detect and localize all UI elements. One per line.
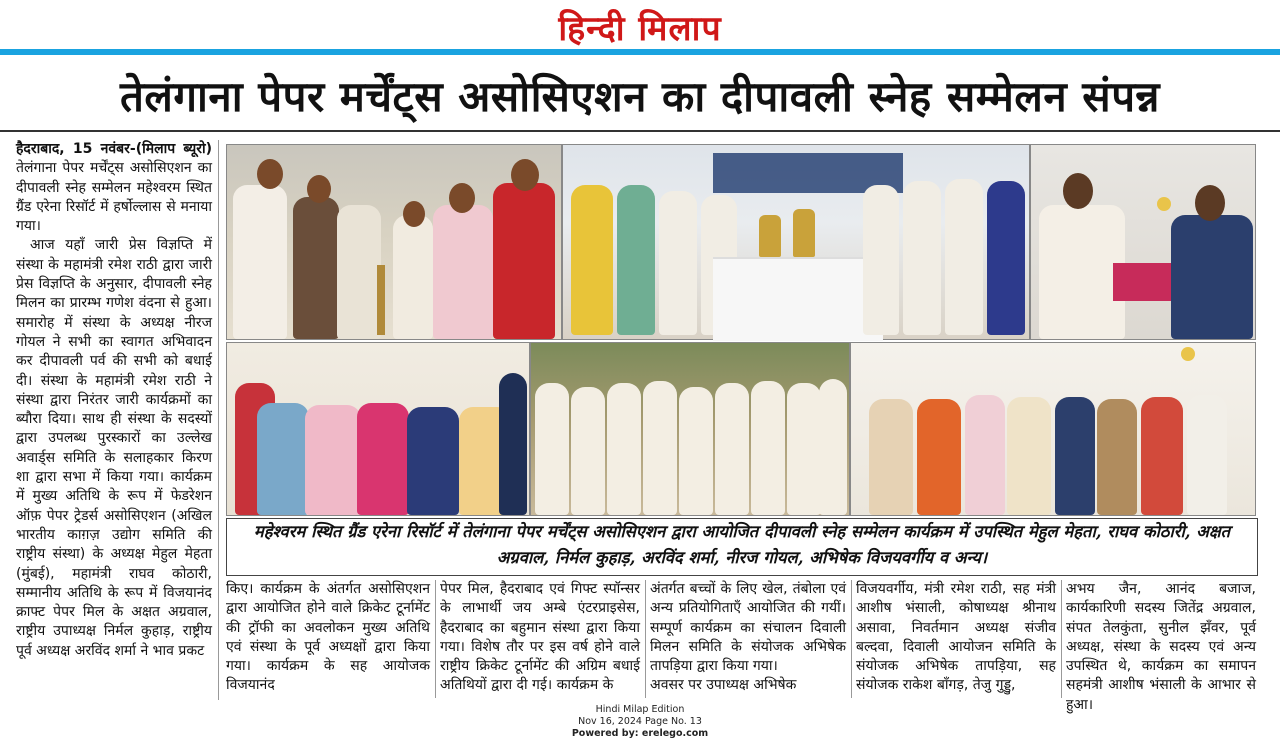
- powered-by: Powered by: erelego.com: [571, 728, 709, 739]
- column-divider: [851, 580, 852, 698]
- masthead-title: हिन्दी मिलाप: [558, 9, 722, 49]
- photo-seated-group: [226, 342, 530, 516]
- left-column: [16, 140, 212, 700]
- masthead: [0, 0, 1280, 50]
- photo-lamp-lighting: [226, 144, 562, 340]
- column-divider: [435, 580, 436, 698]
- headline-rule: [0, 130, 1280, 132]
- photo-caption: महेश्वरम स्थित ग्रैंड एरेना रिसॉर्ट में तेलंगाना पेपर मर्चेंट्स असोसिएशन द्वारा आयोजित दीपावली स्नेह सम्मेलन कार्यक्रम में उपस्थित मेहुल मेहता, राघव कोठारी, अक्षत अग्रवाल, निर्मल कुहाड़, अरविंद शर्मा, नीरज गोयल, अभिषेक विजयवर्गीय व अन्य।: [226, 518, 1258, 576]
- photo-standing-group: [530, 342, 850, 516]
- dateline: हैदराबाद, 15 नवंबर-(मिलाप ब्यूरो): [16, 141, 212, 157]
- headline: तेलंगाना पेपर मर्चेंट्स असोसिएशन का दीपावली स्नेह सम्मेलन संपन्न: [119, 72, 1161, 121]
- bottom-column-4: विजयवर्गीय, मंत्री रमेश राठी, सह मंत्री आशीष भंसाली, कोषाध्यक्ष श्रीनाथ असावा, निवर्तमान अध्यक्ष संजीव बल्दवा, दिवाली आयोजन समिति के संयोजक अभिषेक तापड़िया, सह संयोजक राकेश बाँगड़, तेजु गुड्डु,: [856, 581, 1056, 694]
- top-rule: [0, 49, 1280, 55]
- column-divider: [645, 580, 646, 698]
- edition-name: Hindi Milap Edition: [595, 704, 685, 715]
- photo-guests-seated: [850, 342, 1256, 516]
- column-divider: [218, 140, 219, 700]
- column-divider: [1061, 580, 1062, 698]
- bottom-column-2: पेपर मिल, हैदराबाद एवं गिफ्ट स्पॉन्सर के लाभार्थी जय अम्बे एंटरप्राइसेस, हैदराबाद का बहुमान संस्था द्वारा किया गया। विशेष तौर पर इस वर्ष होने वाले राष्ट्रीय क्रिकेट टूर्नामेंट की अग्रिम बधाई अतिथियों द्वारा दी गई। कार्यक्रम के: [440, 581, 640, 694]
- bottom-column-1: किए। कार्यक्रम के अंतर्गत असोसिएशन द्वारा आयोजित होने वाले क्रिकेट टूर्नामेंट की ट्रॉफी का अवलोकन मुख्य अतिथि एवं संस्था के पूर्व अध्यक्षों द्वारा किया गया। कार्यक्रम के सह आयोजक विजयानंद: [226, 581, 430, 694]
- photo-certificate: [1030, 144, 1256, 340]
- paragraph-1: तेलंगाना पेपर मर्चेंट्स असोसिएशन का दीपावली स्नेह सम्मेलन महेश्वरम स्थित ग्रैंड एरेना रिसॉर्ट में हर्षोल्लास से मनाया गया।: [16, 160, 212, 235]
- bottom-column-5: अभय जैन, आनंद बजाज, कार्यकारिणी सदस्य जितेंद्र अग्रवाल, संपत तेलकुंता, सुनील झँवर, पूर्व अध्यक्ष, संस्था के सदस्य एवं अन्य उपस्थित थे, कार्यक्रम का समापन सहमंत्री आशीष भंसाली के आभार से हुआ।: [1066, 581, 1256, 713]
- edition-date-page: Nov 16, 2024 Page No. 13: [578, 716, 702, 727]
- edition-footer: [540, 704, 740, 740]
- paragraph-2: आज यहाँ जारी प्रेस विज्ञप्ति में संस्था के महामंत्री रमेश राठी द्वारा जारी प्रेस विज्ञप्ति के अनुसार, दीपावली स्नेह मिलन का प्रारम्भ गणेश वंदना से हुआ। समारोह में संस्था के अध्यक्ष नीरज गोयल ने सभी का स्वागत अभिवादन कर दीपावली पर्व की सभी को बधाई दी। संस्था के महामंत्री रमेश राठी ने संस्था द्वारा निरंतर जारी कार्यक्रमों का ब्यौरा दिया। साथ ही संस्था के सदस्यों द्वारा उपलब्ध पुरस्कारों का उल्लेख अवार्ड्स समिति के सलाहकार किरण शा द्वारा सभा में किया गया। कार्यक्रम में मुख्य अतिथि के रूप में फेडरेशन ऑफ़ पेपर ट्रेडर्स असोसिएशन (अखिल भारतीय काग़ज़ उद्योग समिति की राष्ट्रीय संस्था) के अध्यक्ष मेहुल मेहता (मुंबई), महामंत्री राघव कोठारी, सम्मानीय अतिथि के रूप में विजयानंद क्राफ्ट पेपर मिल के अक्षत अग्रवाल, राष्ट्रीय उपाध्यक्ष निर्मल कुहाड़, राष्ट्रीय पूर्व अध्यक्ष अरविंद शर्मा ने भाव प्रकट: [16, 237, 212, 659]
- bottom-column-3: अंतर्गत बच्चों के लिए खेल, तंबोला एवं अन्य प्रतियोगिताएँ आयोजित की गयीं। सम्पूर्ण कार्यक्रम का संचालन दिवाली मिलन समिति के संयोजक अभिषेक तापड़िया द्वारा किया गया। अवसर पर उपाध्यक्ष अभिषेक: [650, 581, 846, 694]
- photo-trophy-group: [562, 144, 1030, 340]
